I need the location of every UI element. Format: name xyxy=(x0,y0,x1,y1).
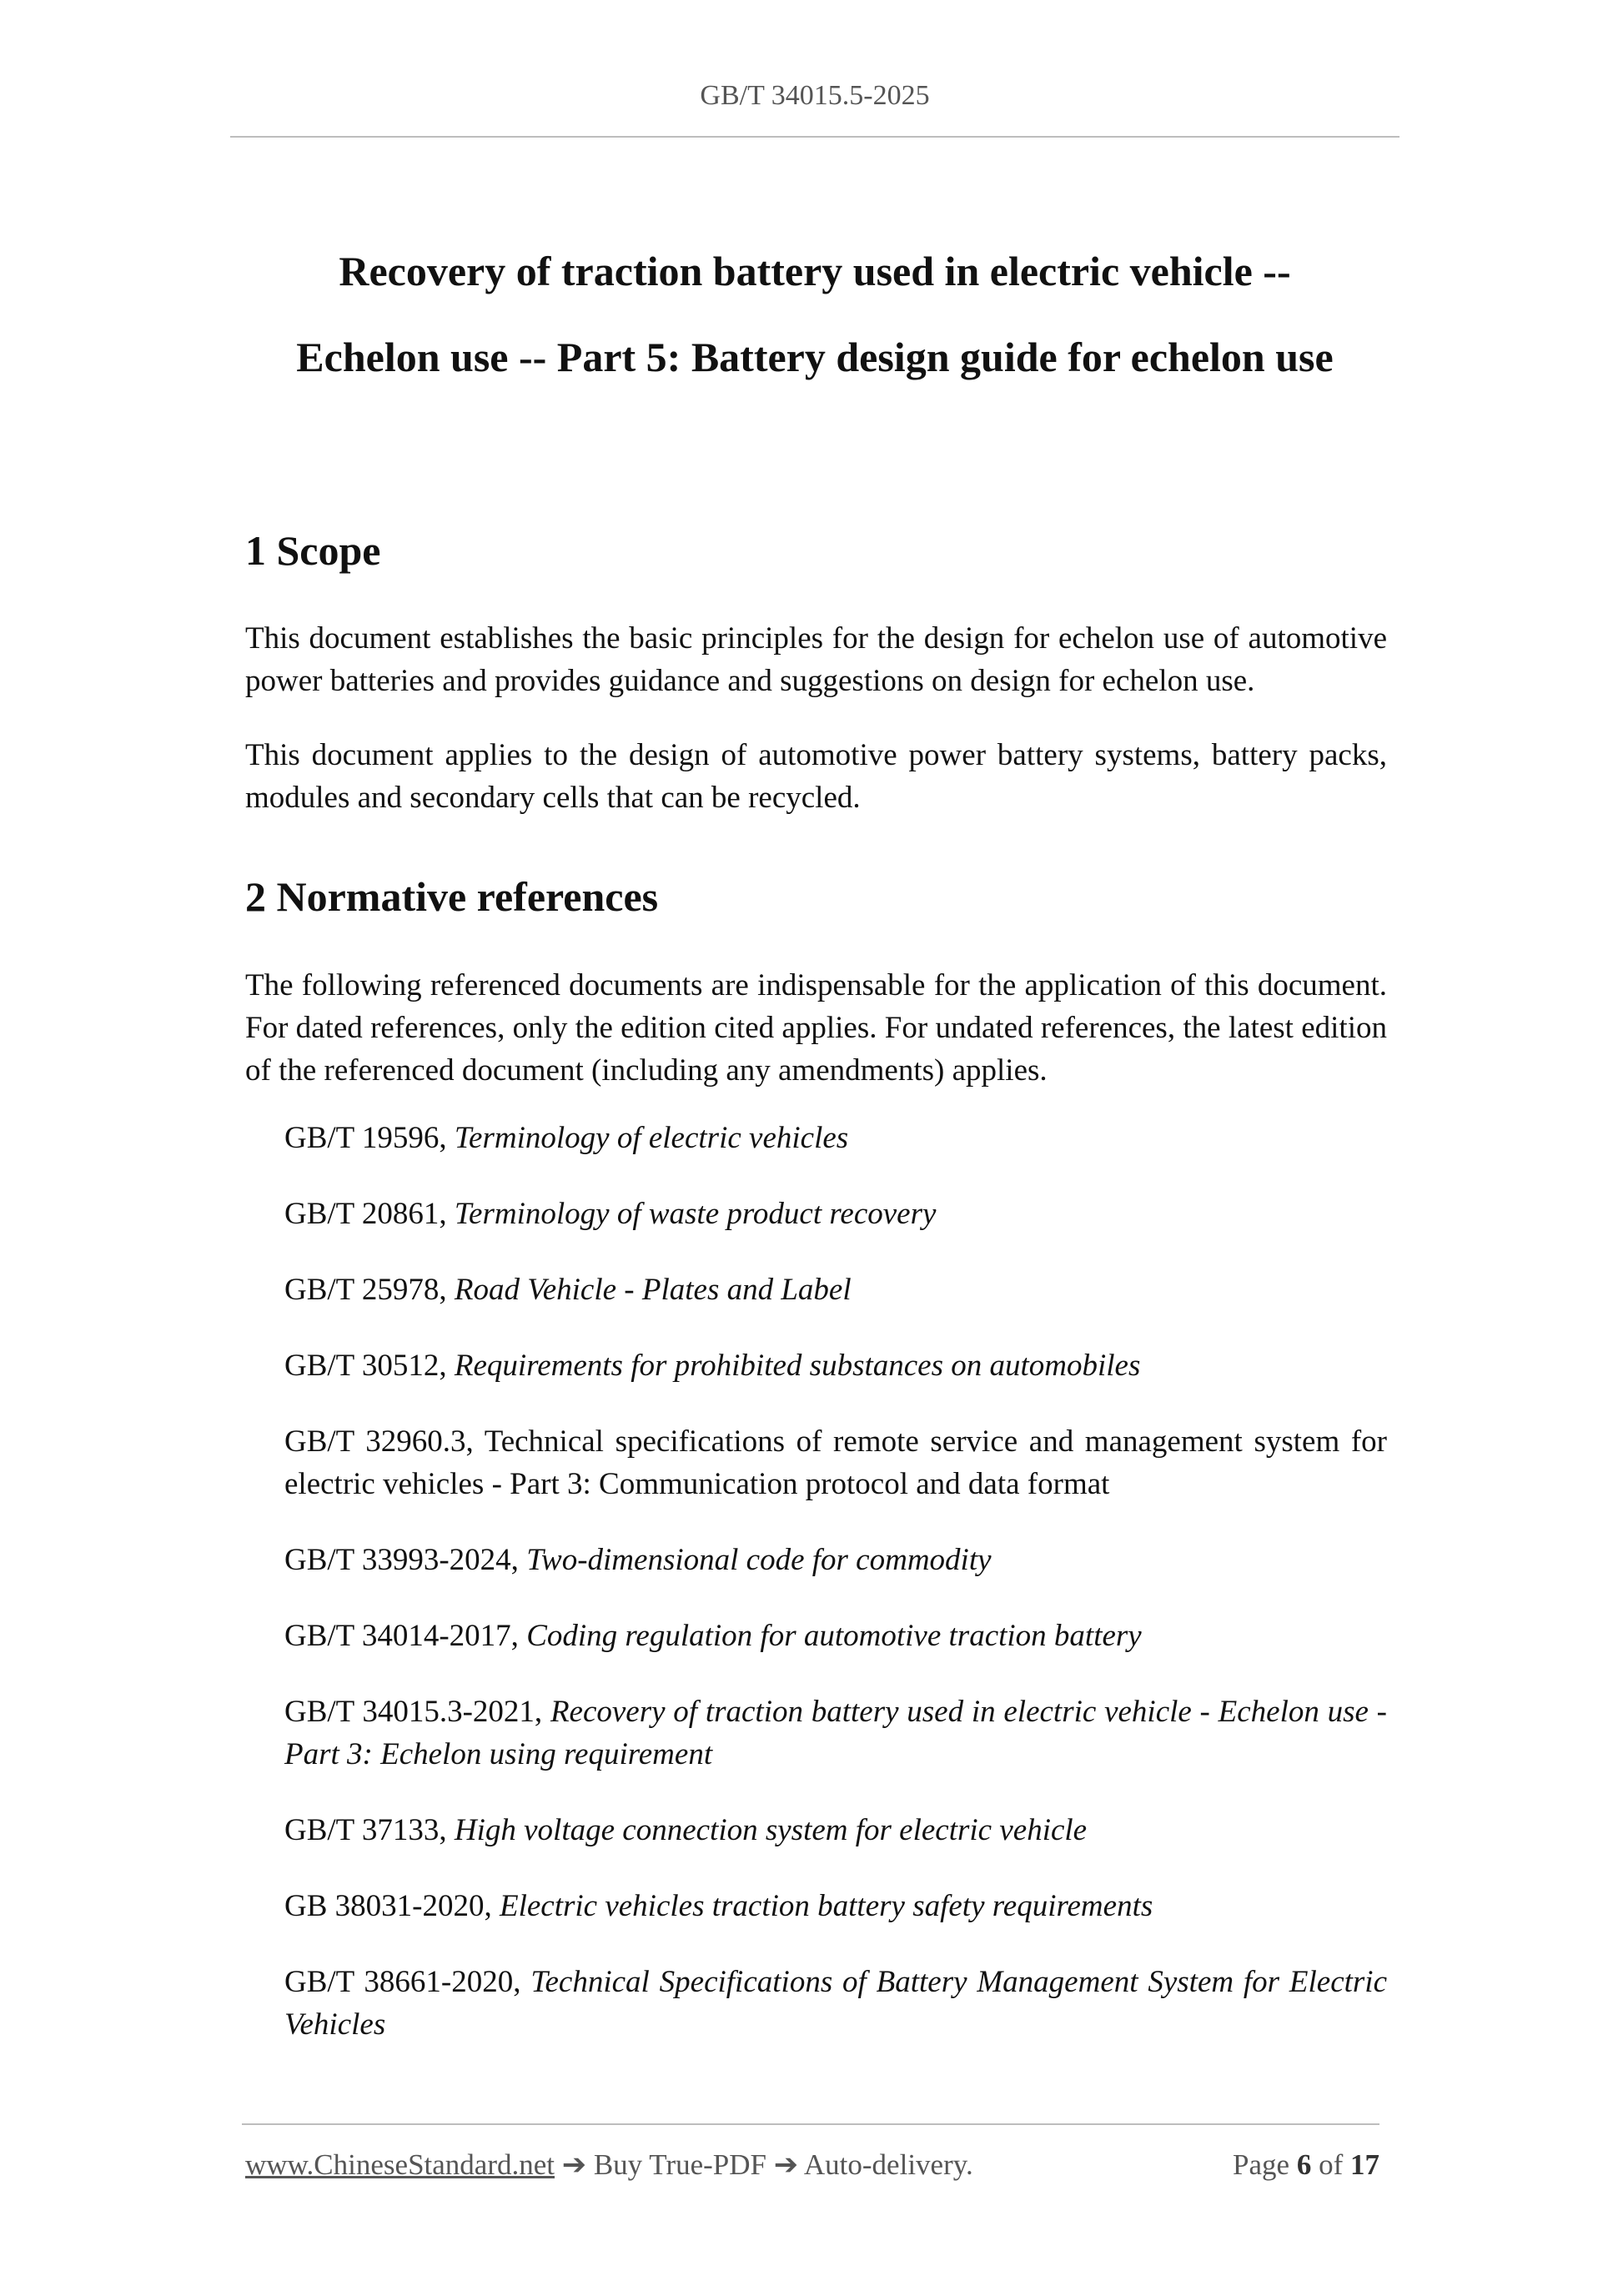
reference-code: GB/T 25978, xyxy=(284,1273,455,1307)
reference-title: Two-dimensional code for commodity xyxy=(526,1543,992,1577)
reference-title: Terminology of electric vehicles xyxy=(454,1121,849,1155)
page-current: 6 xyxy=(1296,2148,1312,2181)
running-header: GB/T 34015.5-2025 xyxy=(700,80,930,111)
section-heading-normative-references: 2 Normative references xyxy=(245,873,659,920)
reference-item xyxy=(284,1691,1387,1776)
reference-item xyxy=(284,1269,1387,1311)
reference-item xyxy=(284,1117,1387,1159)
document-title-line-2: Echelon use -- Part 5: Battery design guide for echelon use xyxy=(296,334,1334,380)
arrow-right-icon: ➔ xyxy=(561,2148,587,2181)
page-total: 17 xyxy=(1350,2148,1379,2181)
header-divider xyxy=(230,136,1399,138)
document-title-line-1: Recovery of traction battery used in electric vehicle -- xyxy=(339,248,1291,294)
reference-code: GB 38031-2020, xyxy=(284,1889,500,1923)
page-number xyxy=(1233,2147,1379,2183)
scope-paragraph-2: This document applies to the design of automotive power battery systems, battery packs, modules and secondary cells that can be recycled. xyxy=(245,738,1387,815)
page-label: Page xyxy=(1233,2148,1290,2181)
reference-title: High voltage connection system for electric vehicle xyxy=(454,1813,1088,1847)
reference-code: GB/T 33993-2024, xyxy=(284,1543,527,1577)
reference-code: GB/T 30512, xyxy=(284,1349,455,1383)
reference-title: Electric vehicles traction battery safety requirements xyxy=(499,1889,1153,1923)
reference-title: Technical specifications of remote service and management system for electric vehicles - Part 3: Communication protocol and data format xyxy=(284,1424,1387,1501)
reference-code: GB/T 34014-2017, xyxy=(284,1619,527,1653)
auto-delivery-text: Auto-delivery. xyxy=(803,2148,973,2181)
reference-title: Technical Specifications of Battery Management System for Electric Vehicles xyxy=(284,1965,1388,2042)
page-of-label: of xyxy=(1319,2148,1344,2181)
arrow-right-icon: ➔ xyxy=(773,2148,799,2181)
document-title xyxy=(230,229,1399,400)
section-heading-scope: 1 Scope xyxy=(245,527,381,574)
reference-item xyxy=(284,1344,1387,1387)
footer-purchase-line xyxy=(245,2147,973,2183)
reference-item xyxy=(284,1193,1387,1235)
reference-code: GB/T 38661-2020, xyxy=(284,1965,531,1999)
reference-item xyxy=(284,1809,1387,1851)
reference-item xyxy=(284,1615,1387,1657)
reference-item xyxy=(284,1420,1387,1505)
reference-code: GB/T 20861, xyxy=(284,1197,455,1231)
reference-code: GB/T 32960.3, xyxy=(284,1424,485,1459)
reference-item xyxy=(284,1539,1387,1581)
reference-code: GB/T 34015.3-2021, xyxy=(284,1695,550,1729)
site-link[interactable]: www.ChineseStandard.net xyxy=(245,2148,555,2181)
reference-code: GB/T 19596, xyxy=(284,1121,455,1155)
scope-paragraph-1: This document establishes the basic principles for the design for echelon use of automotive power batteries and provides guidance and suggestions on design for echelon use. xyxy=(245,621,1387,698)
normative-intro-paragraph: The following referenced documents are indispensable for the application of this document. For dated references, only the edition cited applies. For undated references, the latest edition of the referenced document (including any amendments) applies. xyxy=(245,968,1387,1088)
reference-title: Road Vehicle - Plates and Label xyxy=(454,1273,852,1307)
reference-list xyxy=(245,1117,1387,2046)
reference-title: Recovery of traction battery used in electric vehicle - Echelon use - Part 3: Echelon using requirement xyxy=(284,1695,1387,1771)
footer-divider xyxy=(242,2123,1379,2125)
reference-item xyxy=(284,1961,1387,2046)
reference-item xyxy=(284,1885,1387,1927)
document-body xyxy=(245,525,1387,2079)
reference-code: GB/T 37133, xyxy=(284,1813,455,1847)
reference-title: Requirements for prohibited substances on automobiles xyxy=(454,1349,1141,1383)
reference-title: Coding regulation for automotive traction battery xyxy=(526,1619,1142,1653)
buy-true-pdf-text: Buy True-PDF xyxy=(593,2148,766,2181)
reference-title: Terminology of waste product recovery xyxy=(454,1197,937,1231)
